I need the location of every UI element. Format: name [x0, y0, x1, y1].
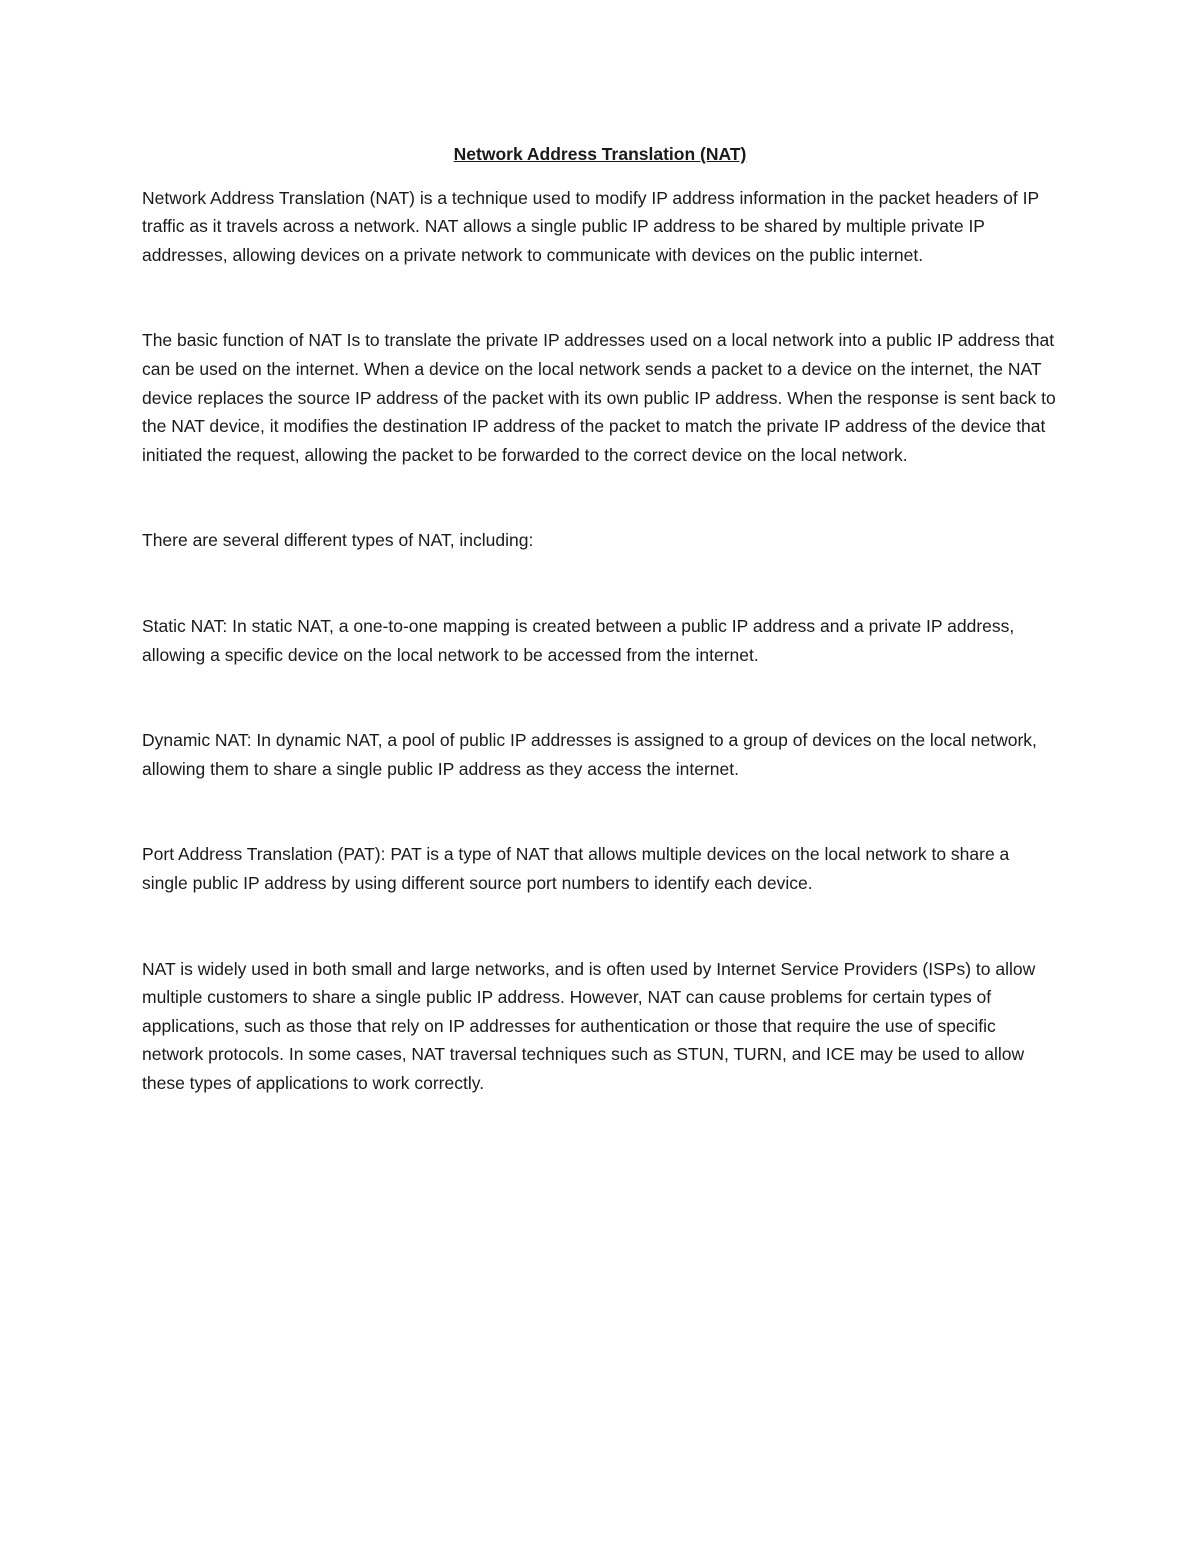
paragraph-dynamic-nat: Dynamic NAT: In dynamic NAT, a pool of public IP addresses is assigned to a group of devices on the local network, allowing them to share a single public IP address as they access the internet.	[142, 730, 1037, 779]
paragraph-pat: Port Address Translation (PAT): PAT is a type of NAT that allows multiple devices on the local network to share a single public IP address by using different source port numbers to identify each device.	[142, 844, 1010, 893]
paragraph-intro: Network Address Translation (NAT) is a technique used to modify IP address information in the packet headers of IP traffic as it travels across a network. NAT allows a single public IP address to be shared by multiple private IP addresses, allowing devices on a private network to communicate with devices on the public internet.	[142, 187, 1039, 265]
paragraph-static-nat: Static NAT: In static NAT, a one-to-one mapping is created between a public IP address and a private IP address, allowing a specific device on the local network to be accessed from the internet.	[142, 615, 1015, 665]
document-title: Network Address Translation (NAT)	[453, 144, 747, 164]
document-body	[142, 140, 1058, 1097]
paragraph-types-intro: There are several different types of NAT, including:	[142, 530, 534, 551]
paragraph-basic-function: The basic function of NAT Is to translate the private IP addresses used on a local network into a public IP address that can be used on the internet. When a device on the local network sends a packet to a device on the internet, the NAT device replaces the source IP address of the packet with its own public IP address. When the response is sent back to the NAT device, it modifies the destination IP address of the packet to match the private IP address of the device that initiated the request, allowing the packet to be forwarded to the correct device on the local network.	[142, 330, 1056, 465]
paragraph-usage: NAT is widely used in both small and large networks, and is often used by Internet Service Providers (ISPs) to allow multiple customers to share a single public IP address. However, NAT can cause problems for certain types of applications, such as those that rely on IP addresses for authentication or those that require the use of specific network protocols. In some cases, NAT traversal techniques such as STUN, TURN, and ICE may be used to allow these types of applications to work correctly.	[142, 958, 1036, 1093]
